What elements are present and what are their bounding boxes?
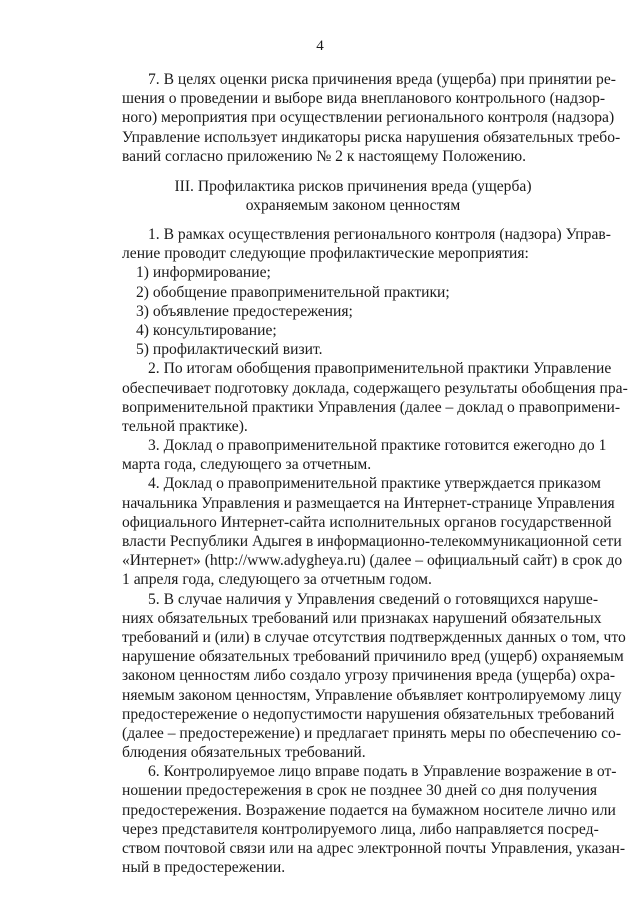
paragraph-line: ношении предостережения в срок не позднее 30 дней со дня получения: [122, 782, 598, 800]
section-heading-line: III. Профилактика рисков причинения вреда (ущерба): [174, 178, 532, 195]
paragraph-line: 1 апреля года, следующего за отчетным годом.: [122, 571, 432, 589]
paragraph-line: 5. В случае наличия у Управления сведений о готовящихся наруше-: [148, 590, 599, 608]
paragraph-line: ный в предостережении.: [122, 859, 286, 877]
paragraph-line: ниях обязательных требований или признаках нарушений обязательных: [122, 609, 602, 627]
paragraph-line: ством почтовой связи или на адрес электронной почты Управления, указан-: [122, 840, 626, 857]
paragraph-line: 2. По итогам обобщения правоприменительной практики Управление: [148, 360, 612, 378]
paragraph-line: через представителя контролируемого лица, либо направляется посред-: [122, 820, 599, 838]
paragraph-7: [122, 70, 621, 166]
paragraph-line: 4. Доклад о правоприменительной практике утверждается приказом: [148, 475, 601, 493]
list-item: 3) объявление предостережения;: [136, 302, 353, 320]
paragraph-line: 7. В целях оценки риска причинения вреда (ущерба) при принятии ре-: [148, 71, 616, 88]
paragraph-line: официального Интернет-сайта исполнительных органов государственной: [122, 513, 612, 531]
list-item: 2) обобщение правоприменительной практики;: [136, 283, 450, 301]
paragraph-line: власти Республики Адыгея в информационно-телекоммуникационной сети: [122, 533, 622, 550]
list-item: 4) консультирование;: [136, 321, 277, 339]
paragraph-line: 3. Доклад о правоприменительной практике готовится ежегодно до 1: [148, 437, 607, 455]
paragraph-line: няемым законом ценностям, Управление объявляет контролируемому лицу: [122, 686, 622, 704]
paragraph-line: законом ценностям либо создало угрозу причинения вреда (ущерба) охра-: [122, 667, 616, 685]
paragraph-line: требований и (или) в случае отсутствия подтвержденных данных о том, что: [122, 628, 626, 646]
paragraph-line: шения о проведении и выборе вида внепланового контрольного (надзор-: [122, 90, 606, 108]
paragraph-line: (далее – предостережение) и предлагает принять меры по обеспечению со-: [122, 724, 622, 742]
section-heading-line: охраняемым законом ценностям: [245, 197, 461, 215]
paragraph-line: блюдения обязательных требований.: [122, 744, 366, 762]
paragraph-line: 1. В рамках осуществления регионального контроля (надзора) Управ-: [148, 226, 611, 243]
paragraph-line: «Интернет» (http://www.adygheya.ru) (далее – официальный сайт) в срок до: [122, 552, 623, 570]
paragraph-line: марта года, следующего за отчетным.: [122, 456, 372, 474]
paragraph-line: начальника Управления и размещается на Интернет-странице Управления: [122, 494, 615, 512]
paragraph-line: воприменительной практики Управления (далее – доклад о правопримени-: [122, 398, 621, 416]
list-item: 5) профилактический визит.: [136, 341, 323, 359]
paragraph-line: 6. Контролируемое лицо вправе подать в Управление возражение в от-: [148, 763, 617, 781]
section-heading: [122, 177, 584, 215]
paragraph-line: тельной практике).: [122, 417, 248, 435]
section-body: [122, 225, 628, 877]
paragraph-line: нарушение обязательных требований причинило вред (ущерб) охраняемым: [122, 648, 624, 666]
paragraph-line: Управление использует индикаторы риска нарушения обязательных требо-: [122, 128, 621, 146]
paragraph-line: обеспечивает подготовку доклада, содержащего результаты обобщения пра-: [122, 379, 628, 397]
list-item: 1) информирование;: [136, 264, 271, 282]
paragraph-line: ление проводит следующие профилактические мероприятия:: [122, 245, 529, 263]
page-number: 4: [316, 38, 324, 54]
paragraph-line: предостережение о недопустимости нарушения обязательных требований: [122, 705, 615, 723]
paragraph-line: ного) мероприятия при осуществлении регионального контроля (надзора): [122, 109, 615, 127]
paragraph-line: предостережения. Возражение подается на бумажном носителе лично или: [122, 801, 616, 819]
paragraph-line: ваний согласно приложению № 2 к настоящему Положению.: [122, 147, 527, 165]
